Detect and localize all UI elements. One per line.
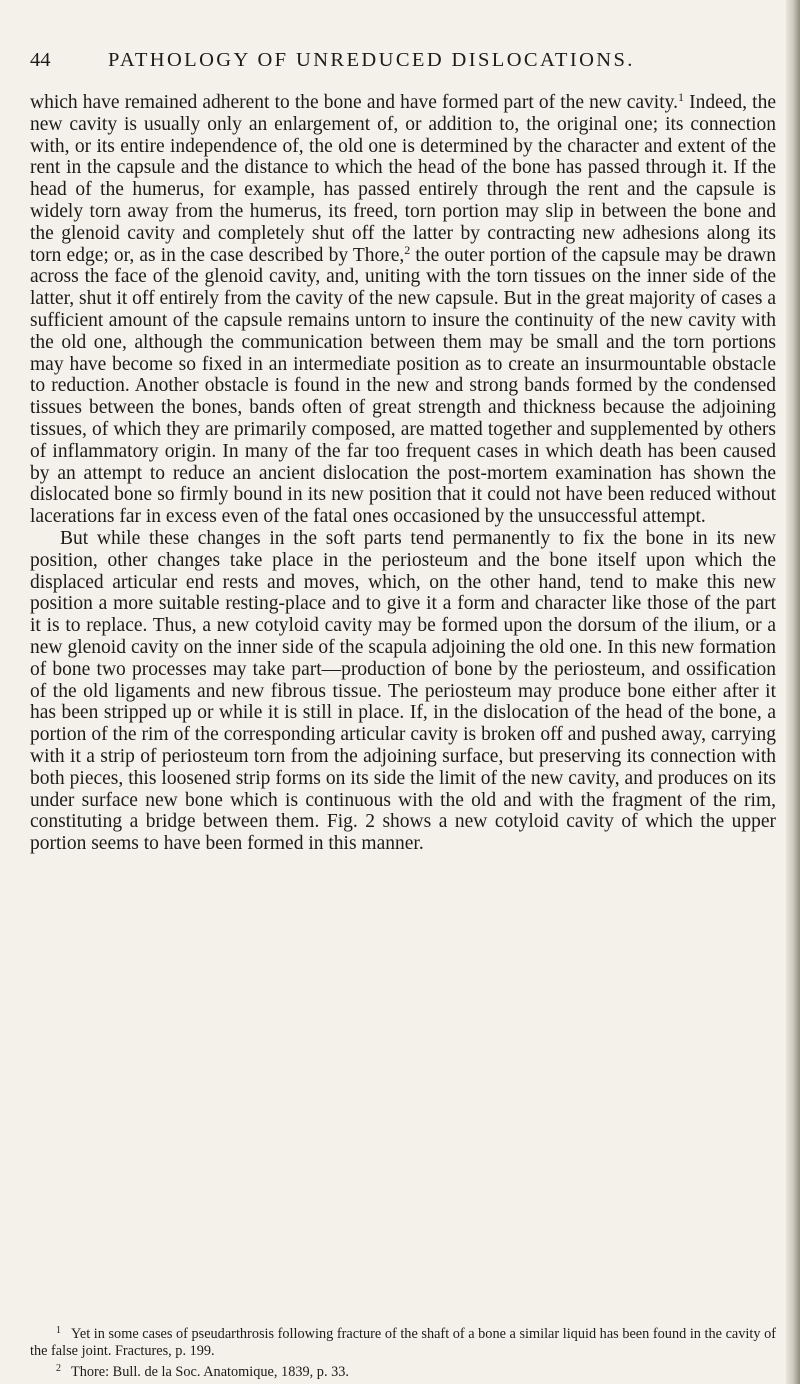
running-head: PATHOLOGY OF UNREDUCED DISLOCATIONS.: [108, 49, 635, 71]
page-header: [30, 48, 770, 72]
paragraph-1-part-a: which have remained adherent to the bone and have formed part of the new cavity.: [30, 92, 679, 113]
footnote-ref-2: 2: [404, 242, 411, 257]
footnote-ref-1: 1: [678, 90, 685, 104]
footnote-2-number: 2: [56, 1363, 61, 1374]
paragraph-2: But while these changes in the soft parts tend permanently to fix the bone in its new position, other changes take place in the periosteum and the bone itself upon which the displaced articular end rests and moves, which, on the other hand, tend to make this new position a more suitable resting-place and to give it a form and character like those of the part it is to replace. Thus, a new cotyloid cavity may be formed upon the dorsum of the ilium, or a new glenoid cavity on the inner side of the scapula adjoining the old one. In this new formation of bone two processes may take part—production of bone by the periosteum, and ossification of the old ligaments and new fibrous tissue. The periosteum may produce bone either after it has been stripped up or while it is still in place. If, in the dislocation of the head of the bone, a portion of the rim of the corresponding articular cavity is broken off and pushed away, carrying with it a strip of periosteum torn from the adjoining surface, but preserving its connection with both pieces, this loosened strip forms on its side the limit of the new cavity, and produces on its under surface new bone which is continuous with the old and with the fragment of the rim, constituting a bridge between them. Fig. 2 shows a new cotyloid cavity of which the upper portion seems to have been formed in this manner.: [30, 527, 776, 855]
page-edge-shadow: [786, 0, 800, 1384]
footnote-1-text: Yet in some cases of pseudarthrosis following fracture of the shaft of a bone a similar liquid has been found in the cavity of the false joint. Fractures, p. 199.: [30, 1326, 776, 1359]
footnotes: [30, 1322, 776, 1381]
body-text: [30, 92, 776, 855]
footnote-2-text: Thore: Bull. de la Soc. Anatomique, 1839, p. 33.: [71, 1364, 349, 1380]
footnote-1: [30, 1322, 776, 1360]
footnote-2: [30, 1360, 776, 1381]
paragraph-1-part-b: Indeed, the new cavity is usually only an enlargement of, or addition to, the original one; its connection with, or its entire independence of, the old one is determined by the character and extent of the rent in the capsule and the distance to which the head of the bone has passed through it. If the head of the humerus, for example, has passed entirely through the rent and the capsule is widely torn away from the humerus, its freed, torn portion may slip in between the bone and the glenoid cavity and completely shut off the latter by contracting new adhesions along its torn edge; or, as in the case described by Thore,: [30, 92, 776, 266]
footnote-1-number: 1: [56, 1325, 61, 1336]
page-number: 44: [30, 49, 51, 71]
paragraph-1-part-c: the outer portion of the capsule may be drawn across the face of the glenoid cavity, and, uniting with the torn tissues on the inner side of the latter, shut it off entirely from the cavity of the new capsule. But in the great majority of cases a sufficient amount of the capsule remains untorn to insure the continuity of the new cavity with the old one, although the communication between them may be small and the torn portions may have become so fixed in an intermediate position as to create an insurmountable obstacle to reduction. Another obstacle is found in the new and strong bands formed by the condensed tissues between the bones, bands often of great strength and thickness because the adjoining tissues, of which they are primarily composed, are matted together and supplemented by others of inflammatory origin. In many of the far too frequent cases in which death has been caused by an attempt to reduce an ancient dislocation the post-mortem examination has shown the dislocated bone so firmly bound in its new position that it could not have been reduced without lacerations far in excess even of the fatal ones occasioned by the unsuccessful attempt.: [30, 244, 776, 528]
paragraph-1: [30, 92, 776, 528]
